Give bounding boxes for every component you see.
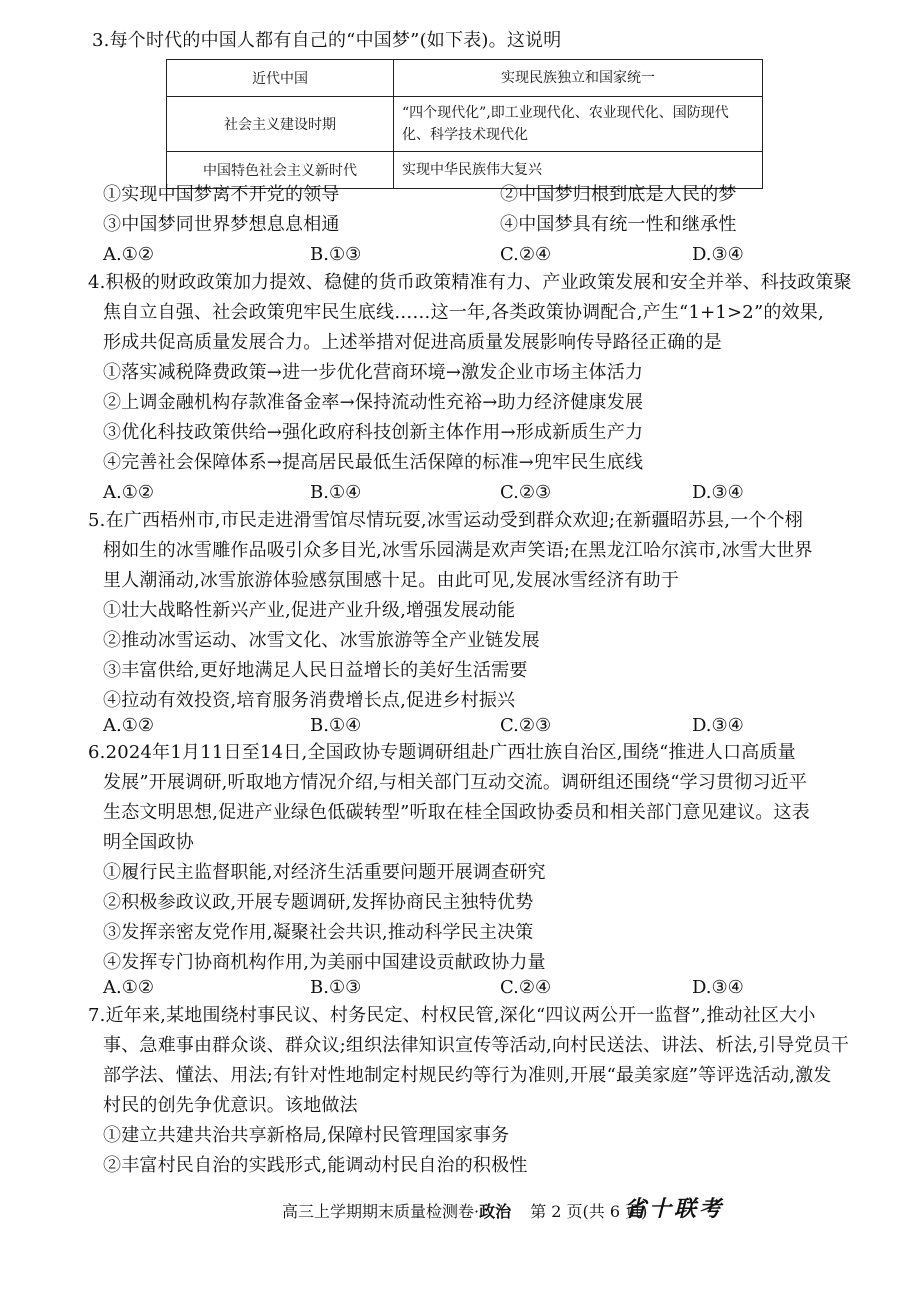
table-row	[167, 97, 763, 152]
q5-item: ③丰富供给,更好地满足人民日益增长的美好生活需要	[103, 660, 528, 681]
q6-option-c: C.②④	[500, 977, 552, 998]
q5-item: ④拉动有效投资,培育服务消费增长点,促进乡村振兴	[103, 690, 516, 711]
q5-option-d: D.③④	[692, 715, 744, 736]
q4-option-c: C.②③	[500, 482, 552, 503]
q3-stem: 3.每个时代的中国人都有自己的“中国梦”(如下表)。这说明	[92, 30, 562, 51]
q5-option-b: B.①④	[310, 715, 362, 736]
q7-stem-line: 事、急难事由群众谈、群众议;组织法律知识宣传等活动,向村民送法、讲法、析法,引导党员干	[103, 1035, 850, 1056]
q3-item: ④中国梦具有统一性和继承性	[500, 214, 737, 235]
q3-item: ①实现中国梦离不开党的领导	[103, 184, 340, 205]
q4-item: ③优化科技政策供给→强化政府科技创新主体作用→形成新质生产力	[103, 422, 644, 443]
footer-subject: 政治	[479, 1202, 512, 1221]
exam-brand-stamp: 省十联考	[624, 1196, 725, 1222]
q4-option-d: D.③④	[692, 482, 744, 503]
q3-option-d: D.③④	[692, 244, 744, 265]
q5-item: ②推动冰雪运动、冰雪文化、冰雪旅游等全产业链发展	[103, 630, 540, 651]
chinese-dream-table	[166, 59, 763, 189]
q4-option-b: B.①④	[310, 482, 362, 503]
table-cell-dream: 实现民族独立和国家统一	[394, 60, 763, 97]
table-cell-period: 中国特色社会主义新时代	[167, 152, 394, 189]
table-cell-dream	[394, 97, 763, 152]
table-cell-period: 近代中国	[167, 60, 394, 97]
q7-stem-line: 村民的创先争优意识。该地做法	[103, 1095, 358, 1116]
q5-stem-line: 栩如生的冰雪雕作品吸引众多目光,冰雪乐园满是欢声笑语;在黑龙江哈尔滨市,冰雪大世界	[103, 540, 813, 561]
q3-item: ③中国梦同世界梦想息息相通	[103, 214, 340, 235]
q4-option-a: A.①②	[103, 482, 154, 503]
q6-item: ③发挥亲密友党作用,凝聚社会共识,推动科学民主决策	[103, 922, 534, 943]
q4-item: ④完善社会保障体系→提高居民最低生活保障的标准→兜牢民生底线	[103, 452, 644, 473]
q6-stem-line: 生态文明思想,促进产业绿色低碳转型”听取在桂全国政协委员和相关部门意见建议。这表	[103, 802, 810, 823]
q4-item: ①落实减税降费政策→进一步优化营商环境→激发企业市场主体活力	[103, 362, 644, 383]
q6-option-a: A.①②	[103, 977, 154, 998]
q4-stem-line: 4.积极的财政政策加力提效、稳健的货币政策精准有力、产业政策发展和安全并举、科技政策聚	[88, 272, 852, 293]
footer-page-number: 第 2 页(共 6 页)	[530, 1202, 648, 1221]
q3-item: ②中国梦归根到底是人民的梦	[500, 184, 737, 205]
q7-stem-line: 部学法、懂法、用法;有针对性地制定村规民约等行为准则,开展“最美家庭”等评选活动,激发	[103, 1065, 832, 1086]
q5-option-c: C.②③	[500, 715, 552, 736]
q5-stem-line: 5.在广西梧州市,市民走进滑雪馆尽情玩耍,冰雪运动受到群众欢迎;在新疆昭苏县,一个个栩	[88, 510, 803, 531]
q4-stem-line: 焦自立自强、社会政策兜牢民生底线……这一年,各类政策协调配合,产生“1+1>2”的效果,	[103, 302, 824, 323]
q5-item: ①壮大战略性新兴产业,促进产业升级,增强发展动能	[103, 600, 516, 621]
table-row	[167, 60, 763, 97]
table-cell-dream-line: “四个现代化”,即工业现代化、农业现代化、国防现代	[402, 105, 729, 121]
q6-stem-line: 发展”开展调研,听取地方情况介绍,与相关部门互动交流。调研组还围绕“学习贯彻习近平	[103, 772, 808, 793]
q3-option-c: C.②④	[500, 244, 552, 265]
q5-option-a: A.①②	[103, 715, 154, 736]
q7-item: ①建立共建共治共享新格局,保障村民管理国家事务	[103, 1125, 510, 1146]
q6-item: ①履行民主监督职能,对经济生活重要问题开展调查研究	[103, 862, 546, 883]
q6-item: ②积极参政议政,开展专题调研,发挥协商民主独特优势	[103, 892, 534, 913]
table-cell-dream: 实现中华民族伟大复兴	[394, 152, 763, 189]
q6-stem-line: 明全国政协	[103, 832, 194, 853]
q7-stem-line: 7.近年来,某地围绕村事民议、村务民定、村权民管,深化“四议两公开一监督”,推动社区大小	[88, 1005, 816, 1026]
q4-item: ②上调金融机构存款准备金率→保持流动性充裕→助力经济健康发展	[103, 392, 644, 413]
q6-option-d: D.③④	[692, 977, 744, 998]
q6-option-b: B.①③	[310, 977, 362, 998]
q6-item: ④发挥专门协商机构作用,为美丽中国建设贡献政协力量	[103, 952, 546, 973]
table-cell-dream-line: 化、科学技术现代化	[402, 127, 528, 143]
q5-stem-line: 里人潮涌动,冰雪旅游体验感氛围感十足。由此可见,发展冰雪经济有助于	[103, 570, 680, 591]
table-cell-period: 社会主义建设时期	[167, 97, 394, 152]
q6-stem-line: 6.2024年1月11日至14日,全国政协专题调研组赴广西壮族自治区,围绕“推进人口高质量	[88, 742, 796, 763]
q3-option-b: B.①③	[310, 244, 362, 265]
q3-option-a: A.①②	[103, 244, 154, 265]
footer-exam-title: 高三上学期期末质量检测卷·	[282, 1202, 480, 1221]
q4-stem-line: 形成共促高质量发展合力。上述举措对促进高质量发展影响传导路径正确的是	[103, 332, 722, 353]
q7-item: ②丰富村民自治的实践形式,能调动村民自治的积极性	[103, 1155, 528, 1176]
page-footer	[282, 1199, 647, 1222]
